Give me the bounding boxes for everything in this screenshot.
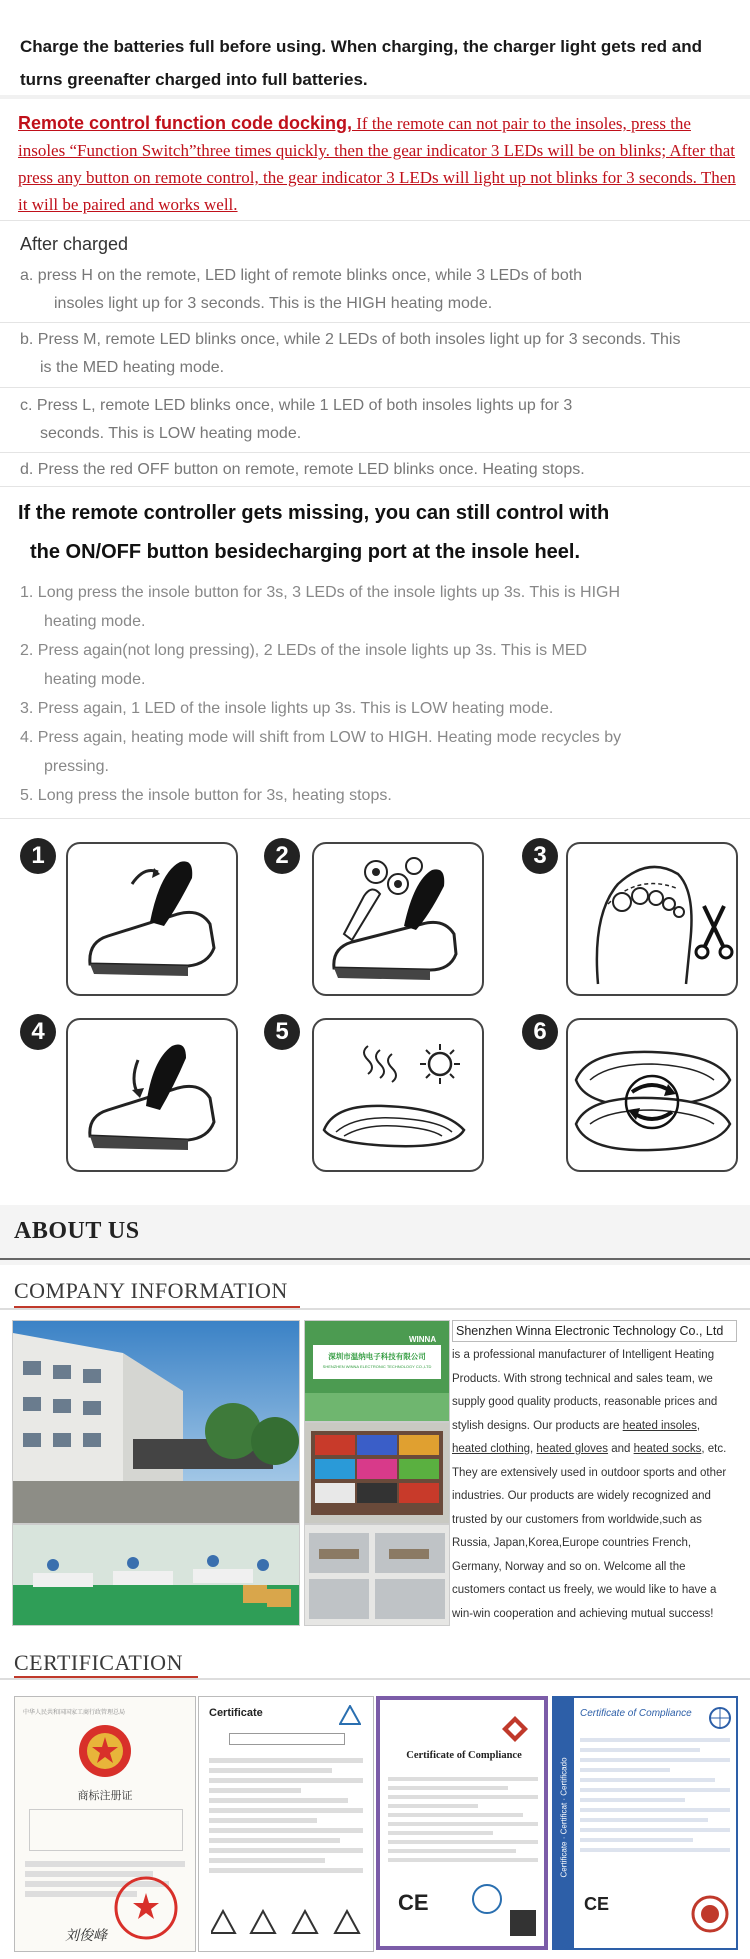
product-photo bbox=[304, 1524, 450, 1626]
step-number-3: 3 bbox=[522, 838, 558, 874]
step-number-1: 1 bbox=[20, 838, 56, 874]
list-item bbox=[20, 781, 735, 810]
list-item bbox=[20, 578, 735, 636]
divider bbox=[0, 220, 750, 221]
shoe-place-insole-icon bbox=[68, 1020, 236, 1170]
list-item-text: 5. Long press the insole button for 3s, heating stops. bbox=[20, 787, 392, 804]
divider bbox=[0, 452, 750, 453]
step-c bbox=[20, 392, 735, 448]
step-number-6: 6 bbox=[522, 1014, 558, 1050]
workshop-image bbox=[13, 1525, 299, 1625]
step-panel-2 bbox=[312, 842, 484, 996]
step-line: c. Press L, remote LED blinks once, while 1 LED of both insoles lights up for 3 bbox=[20, 397, 573, 414]
link-heated-socks[interactable]: heated socks bbox=[633, 1443, 702, 1455]
list-item-text: 2. Press again(not long pressing), 2 LEDs of the insole lights up 3s. This is MED bbox=[20, 642, 588, 659]
step-d bbox=[20, 456, 735, 484]
sign-text: 深圳市温纳电子科技有限公司 bbox=[328, 1352, 426, 1361]
link-heated-clothing[interactable]: heated clothing bbox=[452, 1443, 531, 1455]
company-sign-photo bbox=[304, 1320, 450, 1422]
step-panel-6 bbox=[566, 1018, 738, 1172]
company-text: is a professional manufacturer of Intelligent Heating Products. With strong technical and sales team, we supply good quality products, reasonable prices and stylish designs. Our products are bbox=[452, 1349, 718, 1432]
certificate-of-compliance-1 bbox=[376, 1696, 548, 1950]
cert1-signature: 刘俊峰 bbox=[65, 1929, 107, 1944]
step-panel-3 bbox=[566, 842, 738, 996]
company-description: Shenzhen Winna Electronic Technology Co., Ltd is a professional manufacturer of Intelligent Heating Products. With strong technical and sales team, we supply good quality products, reasonable prices and stylish designs. Our products are heated insoles, heated clothing, heated gloves and heated socks, etc. They are extensively used in outdoor sports and other industries. Our products are widely recognized and trusted by our customers from worldwide,such as Russia, Japan,Korea,Europe countries French, Germany, Norway and so on. Welcome all the customers contact us freely, we would like to have a win-win cooperation and achieving mutual success! bbox=[452, 1320, 737, 1626]
link-heated-gloves[interactable]: heated gloves bbox=[536, 1443, 609, 1455]
list-item bbox=[20, 636, 735, 694]
list-item-text: pressing. bbox=[44, 758, 109, 775]
national-emblem-icon bbox=[75, 1721, 135, 1781]
company-name: Shenzhen Winna Electronic Technology Co., Ltd bbox=[452, 1320, 737, 1342]
cert4-side-label: Certificate · Certificat · Certificado bbox=[559, 1757, 569, 1878]
missing-remote-line: If the remote controller gets missing, you can still control with bbox=[18, 502, 610, 524]
missing-remote-line: the ON/OFF button besidecharging port at the insole heel. bbox=[30, 541, 581, 563]
insole-trim-scissors-icon bbox=[568, 844, 736, 994]
company-text: and bbox=[608, 1443, 634, 1455]
list-item bbox=[20, 723, 735, 781]
instruction-steps bbox=[0, 820, 750, 1210]
product-image bbox=[305, 1525, 449, 1625]
cert2-title: Certificate bbox=[209, 1707, 263, 1719]
shoe-eyes-insole-icon bbox=[314, 844, 482, 994]
cert1-title: 商标注册证 bbox=[77, 1790, 133, 1802]
factory-building-photo bbox=[12, 1320, 300, 1524]
list-item bbox=[20, 694, 735, 723]
step-number-4: 4 bbox=[20, 1014, 56, 1050]
divider bbox=[0, 322, 750, 323]
divider bbox=[0, 1308, 750, 1310]
ce-mark-icon: CE bbox=[398, 1890, 429, 1915]
cert-globe-icon bbox=[708, 1706, 732, 1730]
step-number-2: 2 bbox=[264, 838, 300, 874]
test-mark-icon bbox=[339, 1705, 361, 1725]
company-text: , etc. They are extensively used in outdoor sports and other industries. Our products are widely recognized and trusted by our customers from worldwide,such as Russia, Japan,Korea,Europe countries French, Germany, Norway and so on. Welcome all the customers contact us freely, we would like to have a win-win cooperation and achieving mutual success! bbox=[452, 1443, 727, 1620]
step-panel-1 bbox=[66, 842, 238, 996]
qr-code-icon bbox=[510, 1910, 536, 1936]
about-underline bbox=[0, 1258, 750, 1260]
after-charged-title: After charged bbox=[20, 234, 129, 254]
charge-note: Charge the batteries full before using. When charging, the charger light gets red and turns greenafter charged into full batteries. bbox=[20, 37, 702, 89]
step-line: a. press H on the remote, LED light of remote blinks once, while 3 LEDs of both bbox=[20, 267, 583, 284]
cert3-title: Certificate of Compliance bbox=[406, 1750, 522, 1761]
divider bbox=[0, 818, 750, 819]
step-b bbox=[20, 326, 735, 382]
step-line: insoles light up for 3 seconds. This is the HIGH heating mode. bbox=[54, 295, 493, 312]
certificate-of-compliance-2 bbox=[552, 1696, 738, 1950]
step-number-5: 5 bbox=[264, 1014, 300, 1050]
about-us-title: ABOUT US bbox=[14, 1218, 140, 1244]
remote-docking-lead: Remote control function code docking, bbox=[18, 113, 353, 133]
cert-logo-icon bbox=[500, 1714, 530, 1744]
remote-docking-note bbox=[18, 110, 738, 218]
red-seal-icon bbox=[111, 1873, 181, 1943]
list-item-text: 1. Long press the insole button for 3s, 3 LEDs of the insole lights up 3s. This is HIGH bbox=[20, 584, 621, 601]
step-panel-4 bbox=[66, 1018, 238, 1172]
missing-remote-title bbox=[18, 494, 738, 572]
showroom-photo bbox=[304, 1422, 450, 1524]
insole-dry-sun-icon bbox=[314, 1020, 482, 1170]
cert4-title: Certificate of Compliance bbox=[580, 1708, 692, 1719]
factory-building-image bbox=[13, 1321, 299, 1523]
workshop-photo bbox=[12, 1524, 300, 1626]
step-line: seconds. This is LOW heating mode. bbox=[40, 425, 302, 442]
red-seal-icon bbox=[690, 1894, 730, 1934]
sign-subtext: SHENZHEN WINNA ELECTRONIC TECHNOLOGY CO.,LTD bbox=[322, 1364, 432, 1369]
ce-mark-icon: CE bbox=[584, 1894, 610, 1914]
step-line: d. Press the red OFF button on remote, remote LED blinks once. Heating stops. bbox=[20, 461, 585, 478]
step-line: is the MED heating mode. bbox=[40, 359, 225, 376]
list-item-text: heating mode. bbox=[44, 613, 146, 630]
insole-flip-rotate-icon bbox=[568, 1020, 736, 1170]
divider bbox=[0, 95, 750, 99]
shoe-insert-insole-icon bbox=[68, 844, 236, 994]
divider bbox=[0, 486, 750, 487]
step-a bbox=[20, 262, 735, 318]
cert-mark-icons bbox=[211, 1909, 361, 1939]
list-item-text: 4. Press again, heating mode will shift from LOW to HIGH. Heating mode recycles by bbox=[20, 729, 622, 746]
step-panel-5 bbox=[312, 1018, 484, 1172]
list-item-text: heating mode. bbox=[44, 671, 146, 688]
signature-seal-icon bbox=[470, 1882, 504, 1916]
step-line: b. Press M, remote LED blinks once, while 2 LEDs of both insoles light up for 3 seconds. This bbox=[20, 331, 681, 348]
company-info-heading: COMPANY INFORMATION bbox=[14, 1278, 288, 1303]
list-item-text: 3. Press again, 1 LED of the insole lights up 3s. This is LOW heating mode. bbox=[20, 700, 554, 717]
cert1-header: 中华人民共和国国家工商行政管理总局 bbox=[23, 1710, 126, 1716]
divider bbox=[0, 1678, 750, 1680]
remote-docking-body: If the remote can not pair to the insoles, press the insoles “Function Switch”three times quickly. then the gear indicator 3 LEDs will be on blinks; After that press any button on remote control, the gear indicator 3 LEDs will light up not blinks for 3 seconds. Then it will be paired and works well. bbox=[18, 114, 736, 214]
trademark-certificate bbox=[14, 1696, 196, 1952]
showroom-image bbox=[305, 1423, 449, 1523]
link-heated-insoles[interactable]: heated insoles bbox=[622, 1419, 697, 1432]
brand-logo: WINNA bbox=[409, 1335, 437, 1344]
missing-remote-list bbox=[20, 578, 735, 810]
divider bbox=[0, 387, 750, 388]
certificate-2 bbox=[198, 1696, 374, 1952]
certification-heading: CERTIFICATION bbox=[14, 1650, 183, 1675]
